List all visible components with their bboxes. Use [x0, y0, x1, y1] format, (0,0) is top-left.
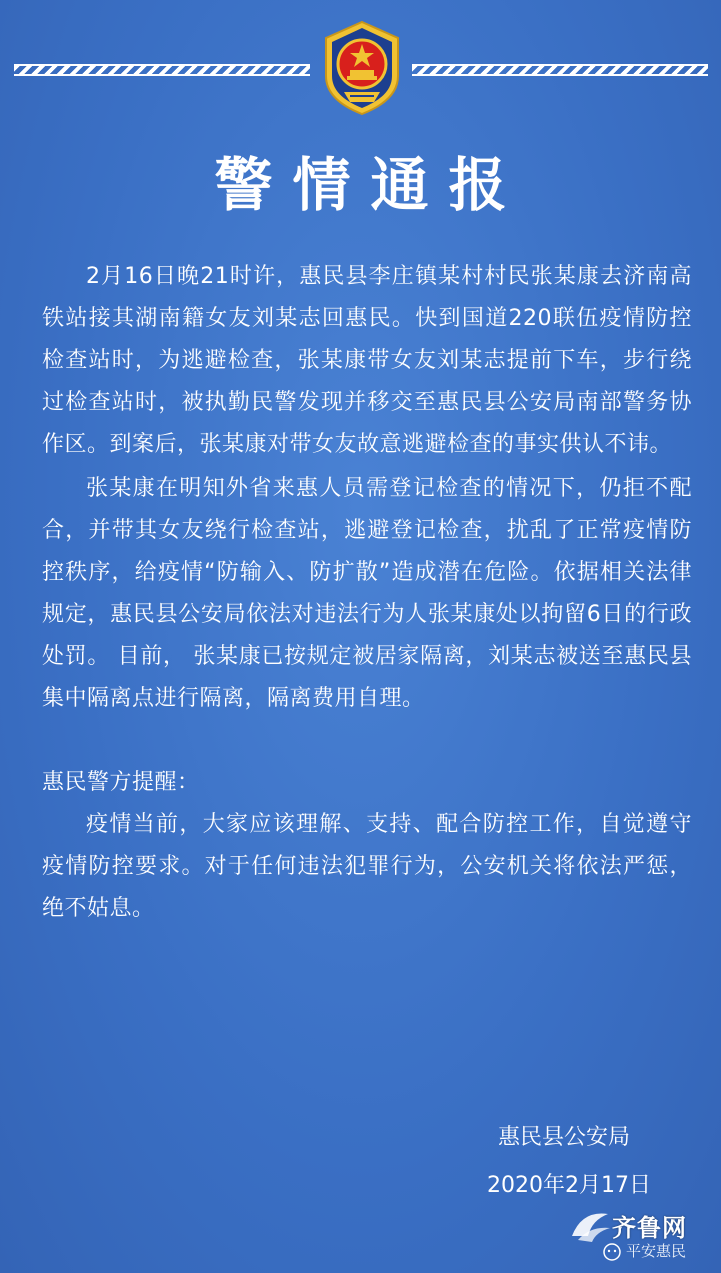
qilu-logo-icon: [568, 1206, 612, 1246]
notice-body: [42, 256, 692, 930]
watermark-name: 齐鲁网: [612, 1214, 687, 1242]
signature-date: 2020年2月17日: [487, 1173, 651, 1198]
watermark: [568, 1206, 713, 1268]
header-band: [0, 0, 721, 135]
left-decorative-stripe: [14, 64, 310, 76]
notice-paragraph-1: 2月16日晚21时许，惠民县李庄镇某村村民张某康去济南高铁站接其湖南籍女友刘某志回惠民。快到国道220联伍疫情防控检查站时，为逃避检查，张某康带女友刘某志提前下车，步行绕过检查站时，被执勤民警发现并移交至惠民县公安局南部警务协作区。到案后，张某康对带女友故意逃避检查的事实供认不讳。: [42, 264, 692, 457]
reminder-text: 疫情当前，大家应该理解、支持、配合防控工作，自觉遵守疫情防控要求。对于任何违法犯罪行为，公安机关将依法严惩，绝不姑息。: [42, 812, 692, 921]
watermark-sub: 平安惠民: [626, 1242, 687, 1260]
signature-org: 惠民县公安局: [498, 1125, 631, 1150]
notice-paragraph-2: 张某康在明知外省来惠人员需登记检查的情况下，仍拒不配合，并带其女友绕行检查站，逃避登记检查，扰乱了正常疫情防控秩序，给疫情“防输入、防扩散”造成潜在危险。依据相关法律规定，惠民县公安局依法对违法行为人张某康处以拘留6日的行政处罚。 目前， 张某康已按规定被居家隔离，刘某志被送至惠民县集中隔离点进行隔离，隔离费用自理。: [42, 476, 692, 711]
page-title: 警情通报: [214, 151, 527, 219]
reminder-heading: 惠民警方提醒：: [42, 770, 200, 795]
right-decorative-stripe: [412, 64, 708, 76]
police-emblem-icon: [314, 18, 410, 118]
wechat-icon: [602, 1242, 622, 1262]
